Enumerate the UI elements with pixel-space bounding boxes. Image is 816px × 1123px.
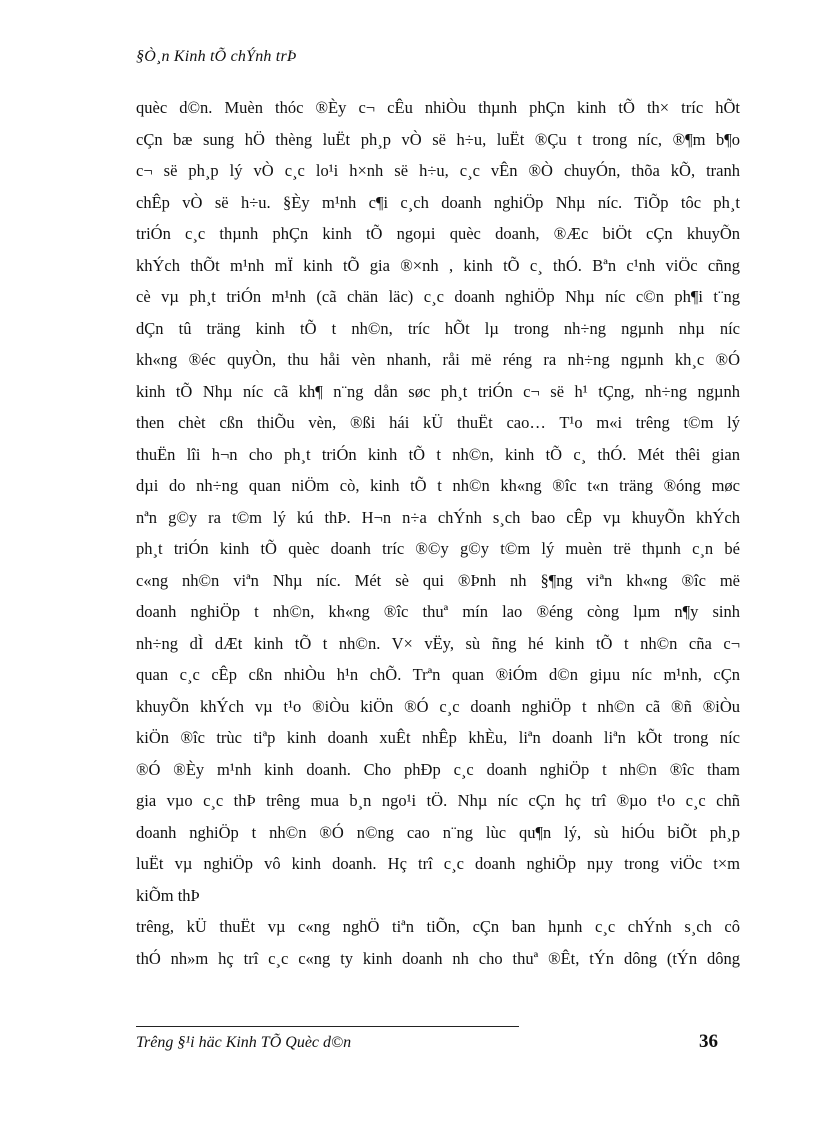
text-line: chÊp vÒ së h÷u. §Èy m¹nh c¶i c¸ch doanh nghiÖp Nhµ níc. TiÕp tôc ph¸t bbox=[136, 192, 740, 212]
text-line: quèc d©n. Muèn thóc ®Èy c¬ cÊu nhiÒu thµnh phÇn kinh tÕ th× tríc hÕt bbox=[136, 98, 740, 117]
text-line: nh÷ng dÌ dÆt kinh tÕ t nh©n. V× vËy, sù ñng hé kinh tÕ t nh©n cña c¬ bbox=[136, 633, 740, 653]
text-line: dÇn tû träng kinh tÕ t nh©n, tríc hÕt lµ trong nh÷ng ngµnh nhµ níc bbox=[136, 318, 740, 338]
text-line: ®Ó ®Èy m¹nh kinh doanh. Cho phÐp c¸c doanh nghiÖp t nh©n ®îc tham bbox=[136, 759, 740, 779]
text-line: cÇn bæ sung hÖ thèng luËt ph¸p vÒ së h÷u, luËt ®Çu t trong níc, ®¶m b¶o bbox=[136, 129, 740, 149]
text-line: c«ng nh©n viªn Nhµ níc. Mét sè qui ®Þnh nh §¶ng viªn kh«ng ®îc më bbox=[136, 570, 740, 590]
body-text bbox=[136, 92, 740, 974]
text-line: ph¸t triÓn kinh tÕ quèc doanh tríc ®©y g©y t©m lý muèn trë thµnh c¸n bé bbox=[136, 539, 740, 558]
text-line: kiÕm thÞ bbox=[136, 885, 200, 905]
text-line: thuËn lîi h¬n cho ph¸t triÓn kinh tÕ t nh©n, kinh tÕ c¸ thÓ. Mét thêi gian bbox=[136, 444, 740, 464]
text-line: c¬ së ph¸p lý vÒ c¸c lo¹i h×nh së h÷u, c¸c vÊn ®Ò chuyÓn, thõa kÕ, tranh bbox=[136, 161, 740, 180]
footer-institution: Trêng §¹i häc Kinh TÕ Quèc d©n bbox=[136, 1034, 352, 1051]
text-line: cè vµ ph¸t triÓn m¹nh (cã chän läc) c¸c doanh nghiÖp Nhµ níc c©n ph¶i t¨ng bbox=[136, 287, 740, 306]
text-line: khuyÕn khÝch vµ t¹o ®iÒu kiÖn ®Ó c¸c doanh nghiÖp t nh©n cã ®ñ ®iÒu bbox=[136, 696, 740, 716]
text-line: dµi do nh÷ng quan niÖm cò, kinh tÕ t nh©n kh«ng ®îc t«n träng ®óng møc bbox=[136, 476, 740, 495]
text-line: luËt vµ nghiÖp vô kinh doanh. Hç trî c¸c doanh nghiÖp nµy trong viÖc t×m bbox=[136, 854, 740, 873]
running-header: §Ò¸n Kinh tÕ chÝnh trÞ bbox=[136, 48, 297, 65]
text-line: kh«ng ®éc quyÒn, thu håi vèn nhanh, råi më réng ra nh÷ng ngµnh kh¸c ®Ó bbox=[136, 350, 740, 369]
text-line: thÓ nh»m hç trî c¸c c«ng ty kinh doanh nh cho thuª ®Êt, tÝn dông (tÝn dông bbox=[136, 948, 740, 968]
footer-divider bbox=[136, 1026, 519, 1027]
text-line: khÝch thÕt m¹nh mÏ kinh tÕ gia ®×nh , kinh tÕ c¸ thÓ. Bªn c¹nh viÖc cñng bbox=[136, 255, 740, 275]
text-line: kiÖn ®îc trùc tiªp kinh doanh xuÊt nhÊp khÈu, liªn doanh liªn kÕt trong níc bbox=[136, 728, 740, 747]
text-line: triÓn c¸c thµnh phÇn kinh tÕ ngoµi quèc doanh, ®Æc biÖt cÇn khuyÕn bbox=[136, 224, 740, 243]
text-line: then chèt cßn thiÕu vèn, ®ßi hái kÜ thuËt cao… T¹o m«i trêng t©m lý bbox=[136, 413, 740, 432]
text-line: gia vµo c¸c thÞ trêng mua b¸n ngo¹i tÖ. Nhµ níc cÇn hç trî ®µo t¹o c¸c chñ bbox=[136, 791, 740, 810]
text-line: doanh nghiÖp t nh©n, kh«ng ®îc thuª mín lao ®éng còng lµm n¶y sinh bbox=[136, 602, 740, 621]
page-number: 36 bbox=[699, 1031, 718, 1052]
text-line: nªn g©y ra t©m lý kú thÞ. H¬n n÷a chÝnh s¸ch bao cÊp vµ khuyÕn khÝch bbox=[136, 507, 740, 527]
text-line: trêng, kÜ thuËt vµ c«ng nghÖ tiªn tiÕn, cÇn ban hµnh c¸c chÝnh s¸ch cô bbox=[136, 917, 740, 936]
text-line: quan c¸c cÊp cßn nhiÒu h¹n chÕ. Trªn quan ®iÓm d©n giµu níc m¹nh, cÇn bbox=[136, 665, 740, 684]
text-line: doanh nghiÖp t nh©n ®Ó n©ng cao n¨ng lùc qu¶n lý, sù hiÓu biÕt ph¸p bbox=[136, 822, 740, 842]
text-line: kinh tÕ Nhµ níc cã kh¶ n¨ng dån søc ph¸t triÓn c¬ së h¹ tÇng, nh÷ng ngµnh bbox=[136, 381, 740, 401]
